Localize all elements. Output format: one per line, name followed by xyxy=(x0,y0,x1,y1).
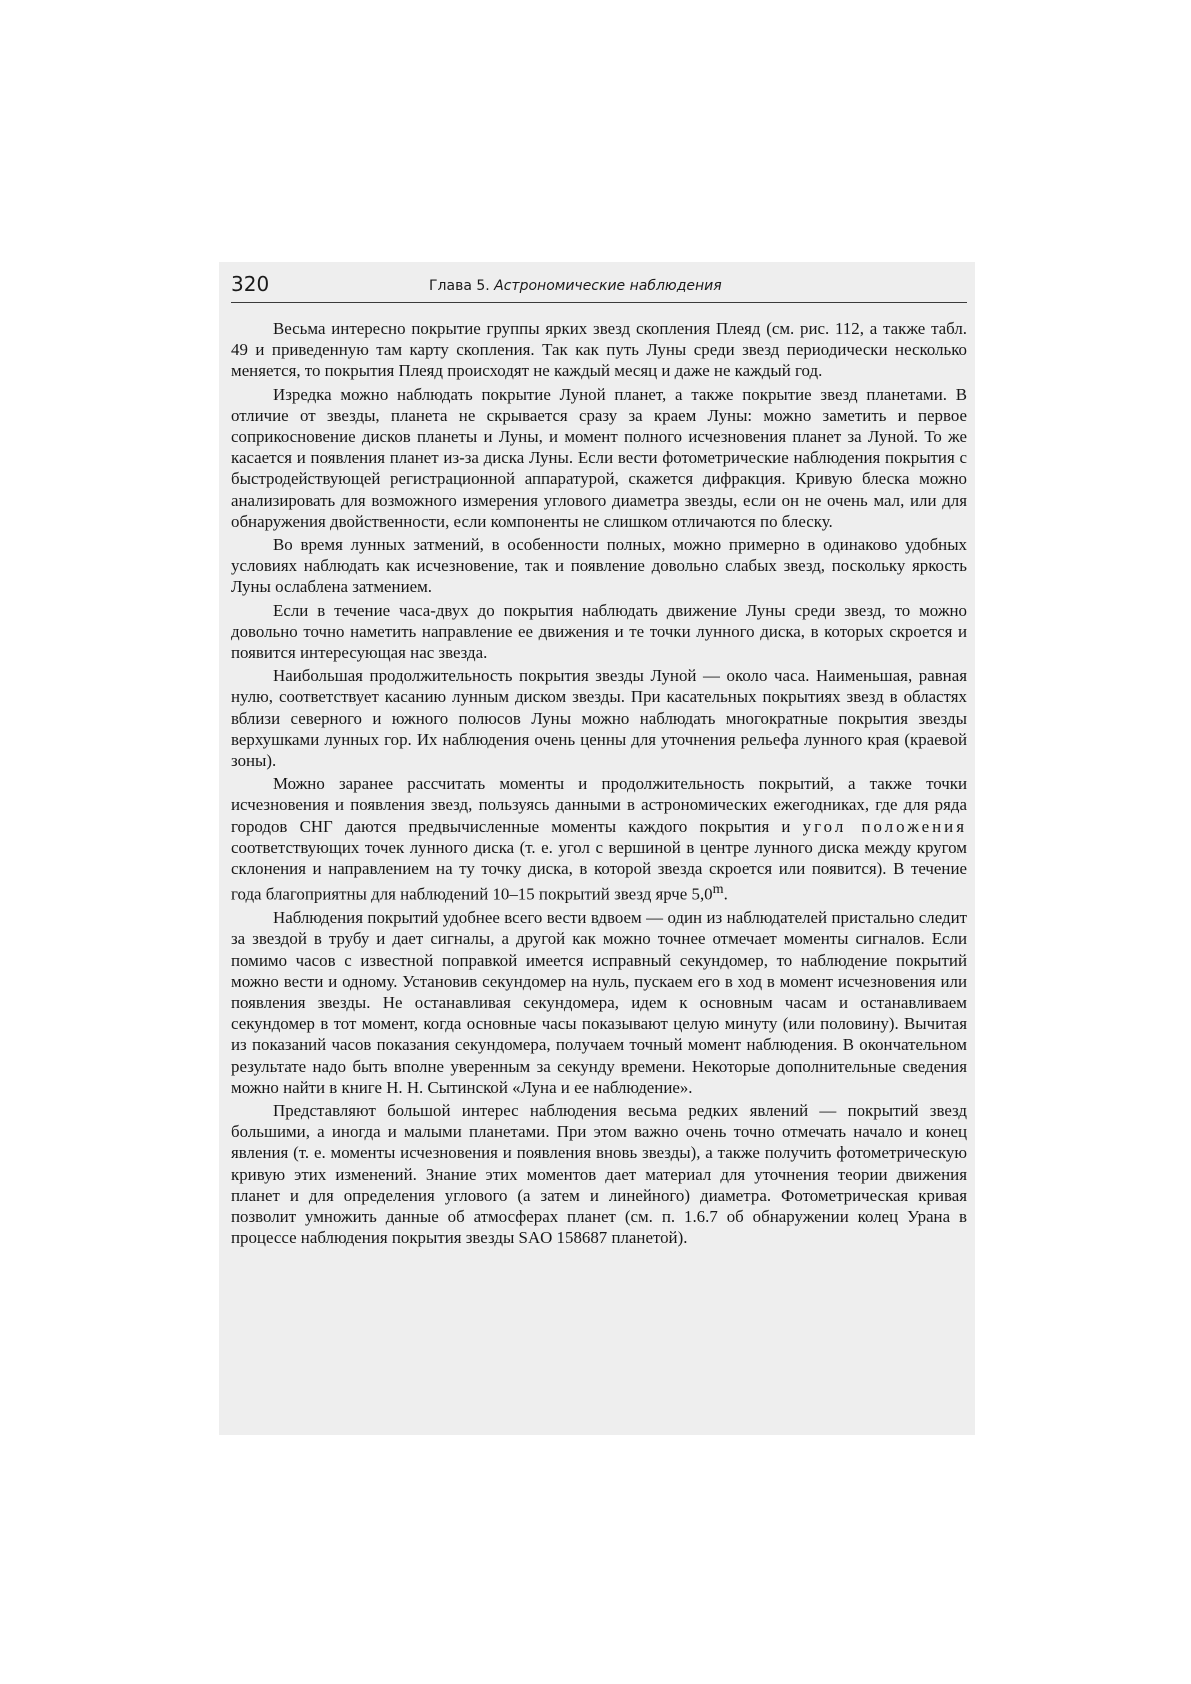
paragraph-moon-motion: Если в течение часа-двух до покрытия наблюдать движение Луны среди звезд, то можно довольно точно наметить направление ее движения и те точки лунного диска, в которых скроется и появится интересующая нас звезда. xyxy=(231,600,967,663)
paragraph-predictions xyxy=(231,773,967,905)
paragraph-lunar-eclipses: Во время лунных затмений, в особенности полных, можно примерно в одинаково удобных условиях наблюдать как исчезновение, так и появление довольно слабых звезд, поскольку яркость Луны ослаблена затмением. xyxy=(231,535,967,597)
paragraph-predictions-start: Можно заранее рассчитать моменты и продолжительность покрытий, а также точки исчезновения и появления звезд, пользуясь данными в астрономических ежегодниках, где для ряда городов СНГ даются предвычисленные моменты каждого покрытия и xyxy=(231,774,967,836)
chapter-label: Глава 5. xyxy=(429,278,490,294)
body-text xyxy=(231,318,967,1248)
magnitude-superscript: m xyxy=(712,881,724,898)
running-head xyxy=(429,277,722,295)
paragraph-pleiades: Весьма интересно покрытие группы ярких звезд скопления Плеяд (см. рис. 112, а также табл. 49 и приведенную там карту скопления. Так как путь Луны среди звезд периодически несколько меняется, то покрытия Плеяд происходят не каждый месяц и даже не каждый год. xyxy=(231,319,967,381)
page-number: 320 xyxy=(231,272,270,296)
paragraph-predictions-middle: соответствующих точек лунного диска (т. е. угол с вершиной в центре лунного диска между кругом склонения и направлением на ту точку диска, в которой звезда скроется или появится). В течение года благоприятны для наблюдений 10–15 покрытий звезд ярче 5,0 xyxy=(231,837,967,904)
paragraph-predictions-end: . xyxy=(723,884,728,904)
position-angle-term: угол положения xyxy=(802,816,967,836)
paragraph-rare-events: Представляют большой интерес наблюдения весьма редких явлений — покрытий звезд большими, а иногда и малыми планетами. При этом важно очень точно отмечать начало и конец явления (т. е. моменты исчезновения и появления вновь звезды), а также получить фотометрическую кривую этих изменений. Знание этих моментов дает материал для уточнения теории движения планет и для определения углового (а затем и линейного) диаметра. Фотометрическая кривая позволит умножить данные об атмосферах планет (см. п. 1.6.7 об обнаружении колец Урана в процессе наблюдения покрытия звезды SAO 158687 планетой). xyxy=(231,1100,967,1248)
page-header xyxy=(231,272,967,303)
paragraph-observation-method: Наблюдения покрытий удобнее всего вести вдвоем — один из наблюдателей пристально следит за звездой в трубу и дает сигналы, а другой как можно точнее отмечает моменты сигналов. Если помимо часов с известной поправкой имеется исправный секундомер, то наблюдение покрытий можно вести и одному. Установив секундомер на нуль, пускаем его в ход в момент исчезновения или появления звезды. Не останавливая секундомера, идем к основным часам и останавливаем секундомер в тот момент, когда основные часы показывают целую минуту (или половину). Вычитая из показаний часов показания секундомера, получаем точный момент наблюдения. В окончательном результате надо быть вполне уверенным за секунду времени. Некоторые дополнительные сведения можно найти в книге Н. Н. Сытинской «Луна и ее наблюдение». xyxy=(231,908,967,1097)
paragraph-duration: Наибольшая продолжительность покрытия звезды Луной — около часа. Наименьшая, равная нулю, соответствует касанию лунным диском звезды. При касательных покрытиях звезд в областях вблизи северного и южного полюсов Луны можно наблюдать многократные покрытия звезды верхушками лунных гор. Их наблюдения очень ценны для уточнения рельефа лунного края (краевой зоны). xyxy=(231,666,967,771)
paragraph-planet-occultations: Изредка можно наблюдать покрытие Луной планет, а также покрытие звезд планетами. В отличие от звезды, планета не скрывается сразу за краем Луны: можно заметить и первое соприкосновение дисков планеты и Луны, и момент полного исчезновения планет за Луной. То же касается и появления планет из-за диска Луны. Если вести фотометрические наблюдения покрытия с быстродействующей регистрационной аппаратурой, скажется дифракция. Кривую блеска можно анализировать для возможного измерения углового диаметра звезды, если он не очень мал, или для обнаружения двойственности, если компоненты не слишком отличаются по блеску. xyxy=(231,384,967,531)
chapter-title: Астрономические наблюдения xyxy=(494,278,722,294)
